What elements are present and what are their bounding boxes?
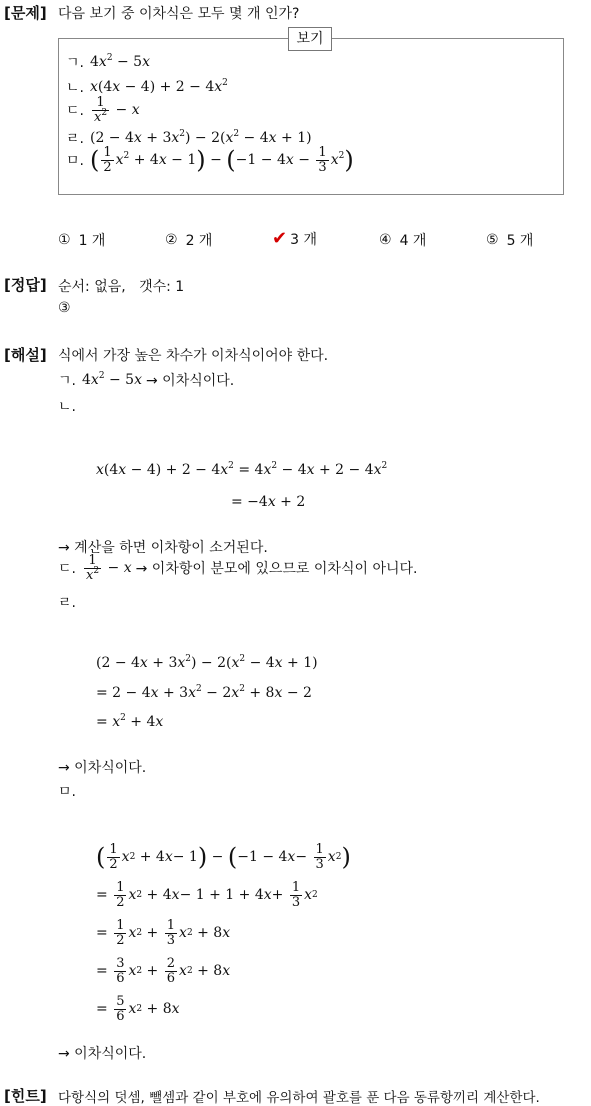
solution-e-note: → 이차식이다. [58, 1046, 147, 1062]
solution-e-eq4: = $\frac{3}{6}$ x 2 + $\frac{2}{6}$ x 2 + 8 x [96, 956, 231, 986]
choice-num: ⑤ [486, 232, 499, 248]
problem-question: 다음 보기 중 이차식은 모두 몇 개 인가? [58, 6, 300, 22]
item-label: ㄹ. [66, 131, 84, 147]
solution-e-eq5: = $\frac{5}{6}$ x 2 + 8 x [96, 994, 180, 1024]
solution-d-eq2: = $2 - 4x + 3x^2 - 2x^2 + 8x - 2$ [96, 684, 312, 701]
solution-d-note: → 이차식이다. [58, 760, 147, 776]
answer-value: ③ [58, 300, 71, 316]
item-expr: $x(4x - 4) + 2 - 4x^2$ [89, 78, 228, 95]
solution-e-eq2: = $\frac{1}{2}$ x 2 + 4 x − 1 + 1 + 4 x + $\frac{1}{3}$ x 2 [96, 880, 318, 910]
checkmark-icon: ✔ [272, 228, 288, 249]
solution-b-label: ㄴ. [58, 399, 76, 415]
sol-label: ㄷ. [58, 561, 76, 578]
item-expr: ( $\frac{1}{2}$ $x^2 + 4x - 1) - (-1 - 4x$ − $\frac{1}{3}$ $x^2$) [89, 145, 354, 175]
choice-text: 5 개 [506, 233, 534, 249]
choice-1[interactable] [58, 230, 105, 250]
solution-b-eq1: $x(4x - 4) + 2 - 4x^2 = 4x^2 - 4x + 2 - 4x^2$ [96, 461, 388, 478]
hint-text: 다항식의 덧셈, 뺄셈과 같이 부호에 유의하여 괄호를 푼 다음 동류항끼리 계산한다. [58, 1090, 540, 1106]
solution-b-note: → 계산을 하면 이차항이 소거된다. [58, 540, 268, 556]
solution-e-eq1: ( $\frac{1}{2}$ x 2 + 4 x − 1 ) − ( −1 − 4 x − $\frac{1}{3}$ x 2 ) [96, 842, 351, 872]
solution-b-eq2: = −4x + 2 [231, 494, 306, 510]
sol-tail: → 이차식이다. [146, 373, 235, 389]
answer-line: 순서: 없음, 갯수: 1 [58, 279, 185, 295]
bogi-item-2 [66, 77, 228, 97]
choice-3[interactable] [272, 228, 317, 249]
solution-e-eq3: = $\frac{1}{2}$ x 2 + $\frac{1}{3}$ x 2 + 8 x [96, 918, 231, 948]
solution-c [58, 554, 417, 582]
sol-tail: → 이차항이 분모에 있으므로 이차식이 아니다. [135, 561, 418, 578]
choice-num: ② [165, 232, 178, 248]
item-expr: $(2 - 4x + 3x^2) - 2(x^2 - 4x + 1)$ [89, 129, 312, 146]
choice-4[interactable] [379, 230, 426, 250]
solution-d-label: ㄹ. [58, 595, 76, 611]
sol-label: ㄱ. [58, 373, 76, 389]
item-label: ㄴ. [66, 80, 84, 96]
solution-a [58, 370, 234, 390]
solution-tag: [해설] [4, 346, 47, 364]
choice-5[interactable] [486, 230, 533, 250]
bogi-item-1 [66, 52, 150, 72]
choice-text: 3 개 [290, 231, 317, 248]
bogi-item-5 [66, 146, 354, 174]
choice-text: 1 개 [78, 233, 106, 249]
solution-intro: 식에서 가장 높은 차수가 이차식이어야 한다. [58, 348, 329, 364]
answer-tag: [정답] [4, 276, 47, 294]
solution-d-eq3: = $x^2 + 4x$ [96, 713, 164, 730]
hint-tag: [힌트] [4, 1087, 47, 1105]
item-label: ㄷ. [66, 103, 84, 120]
solution-d-eq1: $(2 - 4x + 3x^2) - 2(x^2 - 4x + 1)$ [96, 654, 318, 671]
item-label: ㅁ. [66, 153, 84, 170]
problem-tag: [문제] [4, 4, 47, 22]
bogi-item-3 [66, 96, 140, 124]
solution-e-label: ㅁ. [58, 784, 76, 800]
sol-expr: $\frac{1}{x^2}$ − x [85, 553, 132, 583]
choice-2[interactable] [165, 230, 212, 250]
item-expr: $\frac{1}{x^2}$ − x [93, 95, 140, 125]
bogi-title: 보기 [288, 27, 332, 51]
sol-expr: $4x^2 - 5x$ [81, 371, 142, 388]
choice-num: ④ [379, 232, 392, 248]
choice-text: 2 개 [185, 233, 213, 249]
choice-num: ① [58, 232, 71, 248]
choice-text: 4 개 [399, 233, 427, 249]
item-expr: $4x^2 - 5x$ [89, 53, 150, 70]
item-label: ㄱ. [66, 55, 84, 71]
